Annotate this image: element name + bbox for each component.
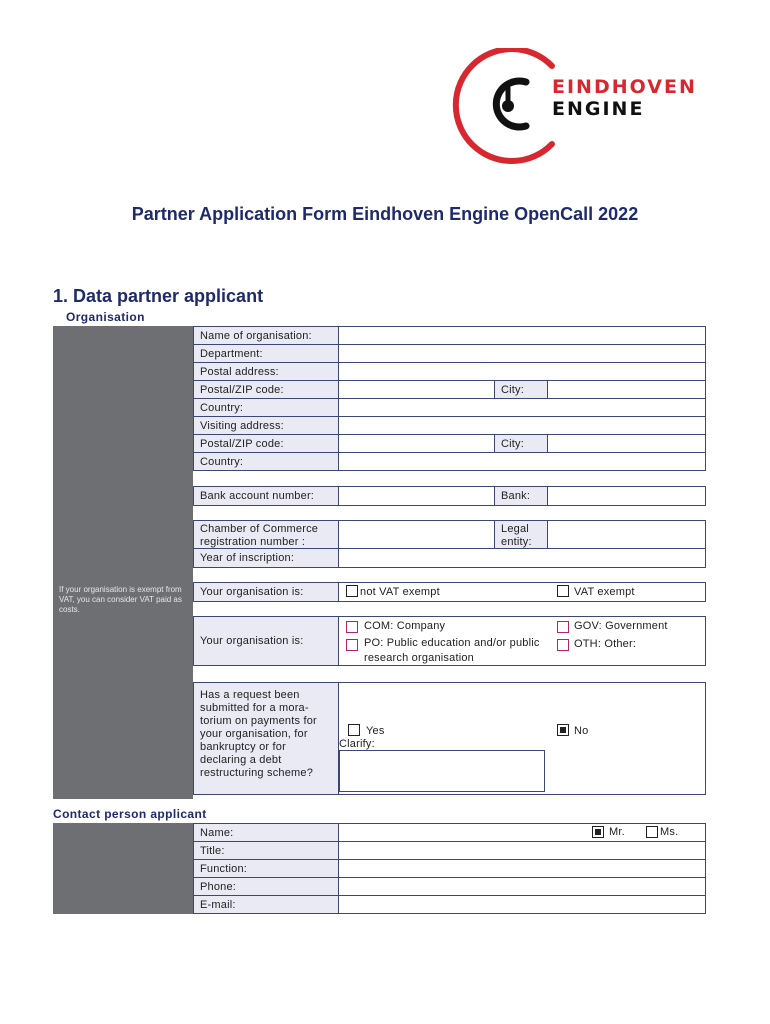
org-type-label: Your organisation is: — [194, 617, 339, 665]
contact-function-label: Function: — [194, 860, 339, 878]
bank-account-label: Bank account number: — [194, 487, 339, 505]
chamber-input[interactable] — [339, 521, 494, 549]
moratorium-no-checkbox[interactable] — [557, 724, 569, 736]
organisation-heading: Organisation — [66, 310, 145, 324]
contact-email-input[interactable] — [339, 896, 705, 913]
moratorium-no-label: No — [574, 725, 589, 737]
country-label-1: Country: — [194, 399, 339, 417]
visiting-address-input[interactable] — [339, 417, 705, 435]
mr-checkbox[interactable] — [592, 826, 604, 838]
mr-label: Mr. — [609, 826, 625, 838]
clarify-label: Clarify: — [339, 738, 375, 750]
section-heading: 1. Data partner applicant — [53, 286, 264, 306]
vat-note: If your organisation is exempt from VAT, you can consider VAT paid as costs. — [59, 585, 182, 614]
moratorium-yes-checkbox[interactable] — [348, 724, 360, 736]
po-label: PO: Public education and/or public research organisation — [364, 637, 540, 664]
contact-sidebar — [53, 823, 193, 914]
bank-input[interactable] — [548, 487, 705, 505]
logo-line1: EINDHOVEN — [552, 76, 697, 98]
legal-entity-input[interactable] — [548, 521, 705, 549]
po-checkbox[interactable] — [346, 639, 358, 651]
department-label: Department: — [194, 345, 339, 363]
city-input-2[interactable] — [548, 435, 705, 453]
postal-zip-input-2[interactable] — [339, 435, 494, 453]
not-vat-exempt-label: not VAT exempt — [360, 586, 440, 598]
city-label-1: City: — [494, 381, 548, 399]
year-of-inscription-label: Year of inscription: — [194, 549, 339, 567]
chamber-label: Chamber of Commerce registration number : — [194, 521, 339, 549]
gov-label: GOV: Government — [574, 620, 668, 632]
bank-label: Bank: — [494, 487, 548, 505]
com-label: COM: Company — [364, 620, 446, 632]
logo-line2: ENGINE — [552, 98, 645, 120]
org-vat-label: Your organisation is: — [194, 583, 339, 601]
not-vat-exempt-checkbox[interactable] — [346, 585, 358, 597]
clarify-input[interactable] — [339, 750, 545, 792]
contact-phone-label: Phone: — [194, 878, 339, 896]
contact-name-label: Name: — [194, 824, 339, 842]
contact-title-input[interactable] — [339, 842, 705, 860]
city-label-2: City: — [494, 435, 548, 453]
country-input-2[interactable] — [339, 453, 705, 470]
contact-email-label: E-mail: — [194, 896, 339, 913]
bank-account-input[interactable] — [339, 487, 494, 505]
vat-exempt-label: VAT exempt — [574, 586, 635, 598]
postal-address-label: Postal address: — [194, 363, 339, 381]
com-checkbox[interactable] — [346, 621, 358, 633]
vat-exempt-checkbox[interactable] — [557, 585, 569, 597]
country-input-1[interactable] — [339, 399, 705, 417]
year-of-inscription-input[interactable] — [339, 549, 705, 567]
eindhoven-engine-logo — [448, 48, 708, 166]
oth-label: OTH: Other: — [574, 638, 637, 650]
organisation-sidebar — [53, 326, 193, 799]
page-title: Partner Application Form Eindhoven Engine OpenCall 2022 — [131, 204, 639, 224]
city-input-1[interactable] — [548, 381, 705, 399]
gov-checkbox[interactable] — [557, 621, 569, 633]
moratorium-yes-label: Yes — [366, 725, 385, 737]
moratorium-label: Has a request been submitted for a mora-torium on payments for your organisation, for bankruptcy or for declaring a debt restructuring scheme? — [194, 683, 339, 794]
legal-entity-label: Legal entity: — [494, 521, 548, 549]
contact-phone-input[interactable] — [339, 878, 705, 896]
postal-zip-label-1: Postal/ZIP code: — [194, 381, 339, 399]
contact-title-label: Title: — [194, 842, 339, 860]
postal-address-input[interactable] — [339, 363, 705, 381]
contact-function-input[interactable] — [339, 860, 705, 878]
visiting-address-label: Visiting address: — [194, 417, 339, 435]
postal-zip-label-2: Postal/ZIP code: — [194, 435, 339, 453]
name-of-organisation-label: Name of organisation: — [194, 327, 339, 345]
country-label-2: Country: — [194, 453, 339, 470]
department-input[interactable] — [339, 345, 705, 363]
ms-checkbox[interactable] — [646, 826, 658, 838]
postal-zip-input-1[interactable] — [339, 381, 494, 399]
oth-checkbox[interactable] — [557, 639, 569, 651]
name-of-organisation-input[interactable] — [339, 327, 705, 345]
contact-heading: Contact person applicant — [53, 807, 207, 821]
ms-label: Ms. — [660, 826, 679, 838]
